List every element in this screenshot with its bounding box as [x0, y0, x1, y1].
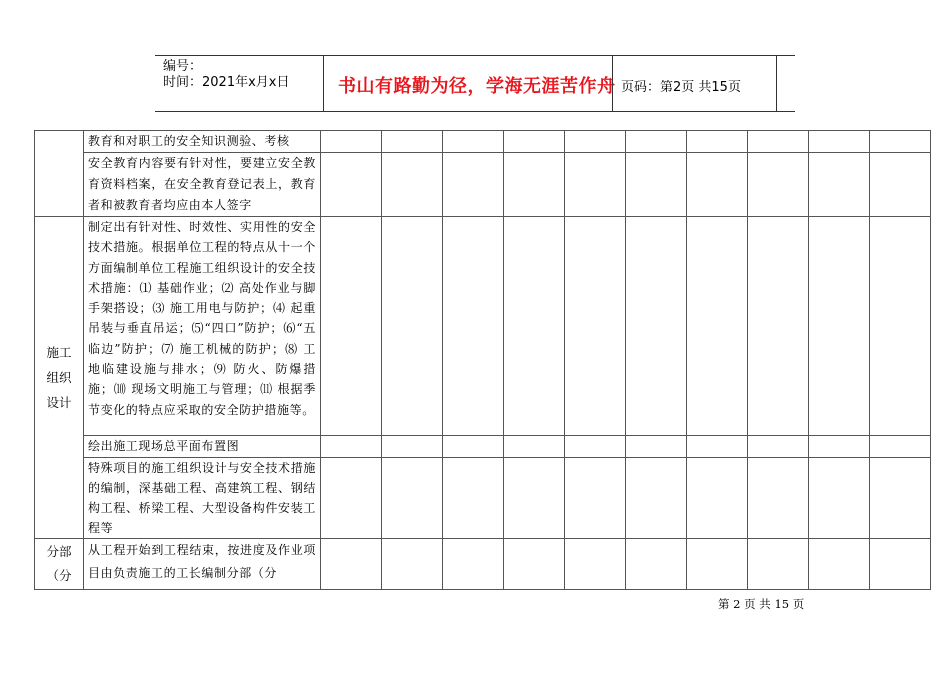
empty-cell: [382, 458, 443, 539]
empty-cell: [321, 458, 382, 539]
empty-cell: [748, 458, 809, 539]
table-row: [35, 458, 931, 539]
empty-cell: [870, 436, 931, 458]
item-cell: 安全教育内容要有针对性，要建立安全教育资料档案，在安全教育登记表上，教育者和被教育者均应由本人签字: [84, 153, 321, 217]
category-cell: [35, 131, 84, 217]
empty-cell: [809, 153, 870, 217]
empty-cell: [382, 153, 443, 217]
empty-cell: [809, 458, 870, 539]
empty-cell: [626, 458, 687, 539]
page-info: 页码：第2页 共15页: [621, 80, 741, 95]
time-label: 时间：2021年x月x日: [163, 75, 290, 90]
empty-cell: [809, 217, 870, 436]
empty-cell: [687, 436, 748, 458]
empty-cell: [565, 153, 626, 217]
empty-cell: [809, 436, 870, 458]
item-cell: 从工程开始到工程结束，按进度及作业项目由负责施工的工长编制分部（分: [84, 539, 321, 590]
table-row: [35, 153, 931, 217]
table-row: [35, 436, 931, 458]
empty-cell: [748, 153, 809, 217]
empty-cell: [565, 436, 626, 458]
header-motto-cell: [323, 56, 777, 111]
empty-cell: [870, 153, 931, 217]
empty-cell: [748, 436, 809, 458]
empty-cell: [809, 131, 870, 153]
empty-cell: [443, 458, 504, 539]
empty-cell: [321, 153, 382, 217]
empty-cell: [626, 217, 687, 436]
empty-cell: [687, 217, 748, 436]
table-body: [35, 131, 931, 590]
empty-cell: [443, 153, 504, 217]
empty-cell: [687, 458, 748, 539]
empty-cell: [748, 539, 809, 590]
empty-cell: [626, 436, 687, 458]
empty-cell: [504, 217, 565, 436]
item-cell: 制定出有针对性、时效性、实用性的安全技术措施。根据单位工程的特点从十一个方面编制单位工程施工组织设计的安全技术措施：⑴ 基础作业；⑵ 高处作业与脚手架搭设；⑶ 施工用电与防护；⑷ 起重吊装与垂直吊运；⑸“四口”防护；⑹“五临边”防护；⑺ 施工机械的防护；⑻ 工地临建设施与排水；⑼ 防火、防爆措施；⑽ 现场文明施工与管理；⑾ 根据季节变化的特点应采取的安全防护措施等。: [84, 217, 321, 436]
item-cell: 特殊项目的施工组织设计与安全技术措施的编制，深基础工程、高建筑工程、钢结构工程、桥梁工程、大型设备构件安装工程等: [84, 458, 321, 539]
empty-cell: [687, 153, 748, 217]
empty-cell: [626, 153, 687, 217]
empty-cell: [870, 131, 931, 153]
category-cell: 分部（分: [35, 539, 84, 590]
empty-cell: [321, 131, 382, 153]
empty-cell: [382, 131, 443, 153]
empty-cell: [504, 539, 565, 590]
empty-cell: [870, 217, 931, 436]
empty-cell: [687, 539, 748, 590]
item-cell: 教育和对职工的安全知识测验、考核: [84, 131, 321, 153]
empty-cell: [565, 131, 626, 153]
empty-cell: [321, 436, 382, 458]
empty-cell: [443, 217, 504, 436]
empty-cell: [504, 458, 565, 539]
motto-text: 书山有路勤为径，学海无涯苦作舟: [338, 76, 616, 97]
empty-cell: [504, 153, 565, 217]
empty-cell: [321, 539, 382, 590]
empty-cell: [565, 539, 626, 590]
empty-cell: [748, 131, 809, 153]
empty-cell: [382, 217, 443, 436]
category-cell: 施工组织设计: [35, 217, 84, 539]
empty-cell: [443, 131, 504, 153]
empty-cell: [870, 458, 931, 539]
document-header: [155, 55, 795, 112]
empty-cell: [504, 436, 565, 458]
empty-cell: [565, 217, 626, 436]
empty-cell: [626, 131, 687, 153]
header-page-cell: [612, 56, 777, 111]
empty-cell: [443, 539, 504, 590]
empty-cell: [565, 458, 626, 539]
empty-cell: [748, 217, 809, 436]
empty-cell: [626, 539, 687, 590]
header-meta: [159, 56, 323, 111]
page-footer: 第 2 页 共 15 页: [718, 597, 805, 611]
table-row: [35, 131, 931, 153]
empty-cell: [443, 436, 504, 458]
number-label: 编号：: [163, 59, 203, 74]
table-row: [35, 217, 931, 436]
empty-cell: [504, 131, 565, 153]
table-row: [35, 539, 931, 590]
empty-cell: [382, 539, 443, 590]
empty-cell: [321, 217, 382, 436]
empty-cell: [809, 539, 870, 590]
safety-table: [34, 130, 931, 590]
item-cell: 绘出施工现场总平面布置图: [84, 436, 321, 458]
empty-cell: [687, 131, 748, 153]
empty-cell: [382, 436, 443, 458]
empty-cell: [870, 539, 931, 590]
